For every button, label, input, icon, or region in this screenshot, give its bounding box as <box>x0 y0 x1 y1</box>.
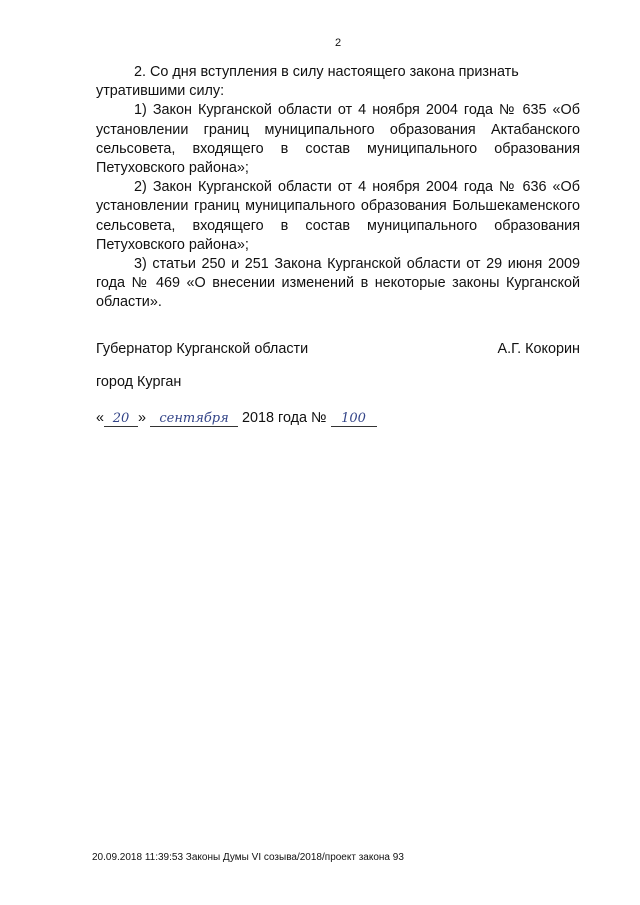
date-open-quote: « <box>96 410 105 426</box>
signatory-name: А.Г. Кокорин <box>497 341 580 357</box>
law-body <box>96 63 580 313</box>
paragraph-item-1: 1) Закон Курганской области от 4 ноября 2004 года № 635 «Об установлении границ муниципального образования Актабанского сельсовета, входящего в состав муниципального образования Петуховского района»; <box>96 102 580 177</box>
date-close-quote: » <box>138 410 147 426</box>
handwritten-law-number: 100 <box>331 411 377 427</box>
paragraph-item-2: 2) Закон Курганской области от 4 ноября 2004 года № 636 «Об установлении границ муниципального образования Большекаменского сельсовета, входящего в состав муниципального образования Петуховского района»; <box>96 179 580 253</box>
city-line: город Курган <box>96 374 182 390</box>
document-footer: 20.09.2018 11:39:53 Законы Думы VI созыва/2018/проект закона 93 <box>92 852 404 863</box>
page-number: 2 <box>334 37 342 49</box>
handwritten-day: 20 <box>104 411 138 427</box>
date-and-number-line <box>96 409 377 428</box>
handwritten-month: сентября <box>150 411 238 427</box>
paragraph-repeal-intro: 2. Со дня вступления в силу настоящего закона признать <box>134 64 519 80</box>
signatory-position: Губернатор Курганской области <box>96 341 309 357</box>
paragraph-item-3: 3) статьи 250 и 251 Закона Курганской области от 29 июня 2009 года № 469 «О внесении изменений в некоторые законы Курганской области». <box>96 256 580 311</box>
signature-block <box>96 340 580 359</box>
paragraph-repeal-intro-continuation: утратившими силу: <box>96 83 225 100</box>
year-and-number-label: 2018 года № <box>242 410 327 426</box>
